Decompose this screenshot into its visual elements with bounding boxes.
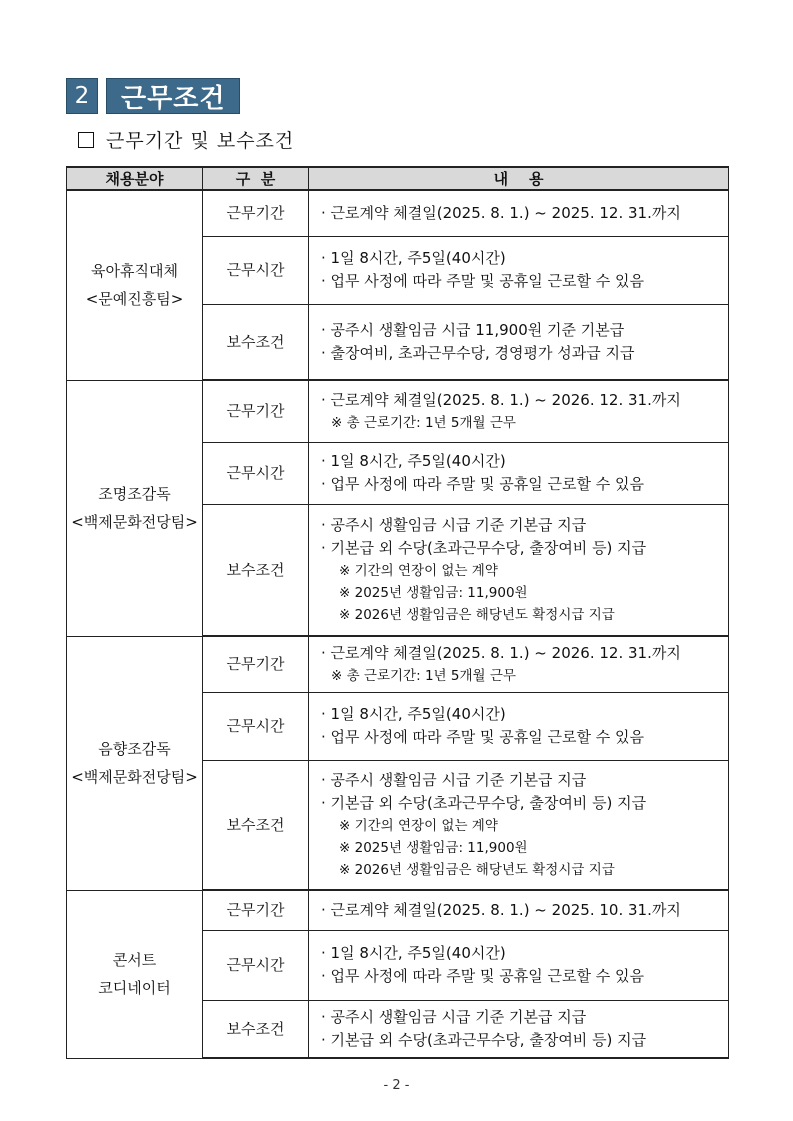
header-type: 구 분 bbox=[203, 167, 309, 190]
content-line: · 1일 8시간, 주5일(40시간) bbox=[321, 944, 506, 962]
content-line: · 1일 8시간, 주5일(40시간) bbox=[321, 452, 506, 470]
category-team: <문예진흥팀> bbox=[85, 290, 184, 309]
table-row bbox=[67, 380, 729, 442]
content-note: ※ 2025년 생활임금: 11,900원 bbox=[339, 584, 528, 601]
table-body bbox=[67, 190, 729, 1058]
subheading bbox=[78, 126, 294, 153]
field-label: 보수조건 bbox=[203, 504, 309, 636]
content-cell bbox=[309, 890, 729, 930]
category-cell bbox=[67, 890, 203, 1058]
content-cell bbox=[309, 1000, 729, 1058]
content-line: · 업무 사정에 따라 주말 및 공휴일 근로할 수 있음 bbox=[321, 475, 644, 493]
content-note: ※ 2025년 생활임금: 11,900원 bbox=[339, 839, 528, 856]
content-note: ※ 2026년 생활임금은 해당년도 확정시급 지급 bbox=[339, 606, 615, 623]
content-note: ※ 기간의 연장이 없는 계약 bbox=[339, 562, 498, 579]
content-cell bbox=[309, 930, 729, 1000]
category-name: 음향조감독 bbox=[98, 740, 171, 758]
conditions-table bbox=[66, 166, 729, 1059]
category-team: <백제문화전당팀> bbox=[71, 513, 198, 531]
field-label: 근무시간 bbox=[203, 442, 309, 504]
content-line: · 업무 사정에 따라 주말 및 공휴일 근로할 수 있음 bbox=[321, 272, 644, 290]
category-name: 육아휴직대체 bbox=[91, 262, 178, 281]
page-number: - 2 - bbox=[383, 1078, 410, 1093]
content-cell bbox=[309, 636, 729, 692]
content-note: ※ 2026년 생활임금은 해당년도 확정시급 지급 bbox=[339, 861, 615, 878]
content-line: · 공주시 생활임금 시급 기준 기본급 지급 bbox=[321, 1007, 587, 1026]
category-name: 조명조감독 bbox=[98, 485, 171, 503]
content-line: · 기본급 외 수당(초과근무수당, 출장여비 등) 지급 bbox=[321, 538, 647, 557]
content-cell bbox=[309, 236, 729, 304]
field-label: 근무기간 bbox=[203, 636, 309, 692]
content-line: · 공주시 생활임금 시급 기준 기본급 지급 bbox=[321, 515, 587, 534]
content-cell bbox=[309, 380, 729, 442]
header-content: 내 용 bbox=[309, 167, 729, 190]
subheading-text: 근무기간 및 보수조건 bbox=[106, 130, 295, 152]
field-label: 근무시간 bbox=[203, 692, 309, 760]
content-note: ※ 총 근로기간: 1년 5개월 근무 bbox=[331, 667, 516, 684]
content-line: · 근로계약 체결일(2025. 8. 1.) ~ 2026. 12. 31.까지 bbox=[321, 390, 681, 409]
content-line: · 1일 8시간, 주5일(40시간) bbox=[321, 705, 506, 723]
content-cell bbox=[309, 504, 729, 636]
content-note: ※ 기간의 연장이 없는 계약 bbox=[339, 817, 498, 834]
content-line: · 공주시 생활임금 시급 11,900원 기준 기본급 bbox=[321, 320, 625, 339]
table-row bbox=[67, 636, 729, 692]
content-line: · 근로계약 체결일(2025. 8. 1.) ~ 2025. 10. 31.까지 bbox=[321, 900, 681, 919]
field-label: 근무기간 bbox=[203, 380, 309, 442]
content-line: · 기본급 외 수당(초과근무수당, 출장여비 등) 지급 bbox=[321, 1030, 647, 1049]
header-category: 채용분야 bbox=[67, 167, 203, 190]
content-cell bbox=[309, 760, 729, 890]
table-header-row bbox=[67, 167, 729, 190]
content-line: · 기본급 외 수당(초과근무수당, 출장여비 등) 지급 bbox=[321, 793, 647, 812]
category-cell bbox=[67, 190, 203, 380]
field-label: 근무시간 bbox=[203, 236, 309, 304]
content-line: · 근로계약 체결일(2025. 8. 1.) ~ 2025. 12. 31.까지 bbox=[321, 203, 681, 222]
content-line: · 1일 8시간, 주5일(40시간) bbox=[321, 249, 506, 267]
table-row bbox=[67, 190, 729, 236]
content-line: · 출장여비, 초과근무수당, 경영평가 성과급 지급 bbox=[321, 343, 635, 362]
content-cell bbox=[309, 190, 729, 236]
content-cell bbox=[309, 692, 729, 760]
section-header bbox=[66, 78, 240, 114]
content-note: ※ 총 근로기간: 1년 5개월 근무 bbox=[331, 414, 516, 431]
field-label: 보수조건 bbox=[203, 760, 309, 890]
content-line: · 공주시 생활임금 시급 기준 기본급 지급 bbox=[321, 770, 587, 789]
checkbox-square-icon bbox=[78, 132, 94, 148]
table-row bbox=[67, 890, 729, 930]
category-team: <백제문화전당팀> bbox=[71, 768, 198, 786]
field-label: 근무기간 bbox=[203, 190, 309, 236]
content-line: · 업무 사정에 따라 주말 및 공휴일 근로할 수 있음 bbox=[321, 967, 644, 985]
category-name: 콘서트 bbox=[112, 951, 157, 969]
category-cell bbox=[67, 380, 203, 636]
section-number: 2 bbox=[66, 78, 98, 114]
field-label: 보수조건 bbox=[203, 1000, 309, 1058]
field-label: 근무시간 bbox=[203, 930, 309, 1000]
field-label: 보수조건 bbox=[203, 304, 309, 380]
content-cell bbox=[309, 304, 729, 380]
content-cell bbox=[309, 442, 729, 504]
content-line: · 업무 사정에 따라 주말 및 공휴일 근로할 수 있음 bbox=[321, 728, 644, 746]
content-line: · 근로계약 체결일(2025. 8. 1.) ~ 2026. 12. 31.까지 bbox=[321, 643, 681, 662]
category-team: 코디네이터 bbox=[98, 979, 171, 997]
field-label: 근무기간 bbox=[203, 890, 309, 930]
section-title: 근무조건 bbox=[106, 78, 240, 114]
category-cell bbox=[67, 636, 203, 890]
